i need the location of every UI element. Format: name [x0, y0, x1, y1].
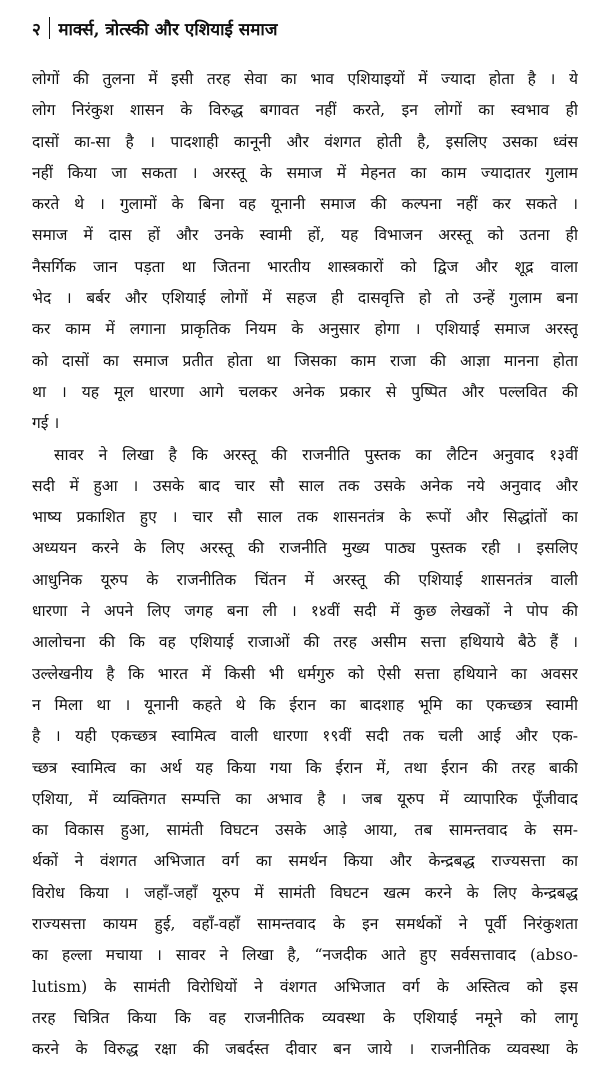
text-line: नहीं किया जा सकता । अरस्तू के समाज में मेहनत का काम ज्यादातर गुलाम — [32, 163, 578, 182]
text-line: न मिला था । यूनानी कहते थे कि ईरान का बादशाह भूमि का एकच्छत्र स्वामी — [32, 695, 578, 714]
text-line: गई । — [32, 414, 60, 433]
text-line: का विकास हुआ, सामंती विघटन उसके आड़े आया, तब सामन्तवाद के सम- — [32, 821, 578, 840]
text-line: लोगों की तुलना में इसी तरह सेवा का भाव एशियाइयों में ज्यादा होता है । ये — [32, 70, 578, 88]
text-line: सावर ने लिखा है कि अरस्तू की राजनीति पुस्तक का लैटिन अनुवाद १३वीं — [54, 445, 578, 464]
text-line: धारणा ने अपने लिए जगह बना ली । १४वीं सदी में कुछ लेखकों ने पोप की — [32, 602, 578, 621]
text-line: सदी में हुआ । उसके बाद चार सौ साल तक उसके अनेक नये अनुवाद और — [32, 476, 578, 495]
text-line: दासों का-सा है । पादशाही कानूनी और वंशगत होती है, इसलिए उसका ध्वंस — [32, 132, 578, 151]
body-text — [32, 64, 578, 1066]
text-line: आलोचना की कि वह एशियाई राजाओं की तरह असीम सत्ता हथियाये बैठे हैं । — [32, 633, 578, 652]
text-line: करते थे । गुलामों के बिना वह यूनानी समाज की कल्पना नहीं कर सकते । — [32, 195, 578, 214]
text-line: र्थकों ने वंशगत अभिजात वर्ग का समर्थन किया और केन्द्रबद्ध राज्यसत्ता का — [32, 852, 578, 871]
paragraph-2 — [32, 440, 578, 1066]
text-line: करने के विरुद्ध रक्षा की जबर्दस्त दीवार बन जाये । राजनीतिक व्यवस्था के — [32, 1040, 578, 1059]
text-line: lutism) के सामंती विरोधियों ने वंशगत अभिजात वर्ग के अस्तित्व को इस — [32, 977, 578, 996]
text-line: आधुनिक यूरुप के राजनीतिक चिंतन में अरस्तू की एशियाई शासनतंत्र वाली — [32, 570, 578, 589]
text-line: उल्लेखनीय है कि भारत में किसी भी धर्मगुरु को ऐसी सत्ता हथियाने का अवसर — [32, 664, 578, 683]
text-line: भाष्य प्रकाशित हुए । चार सौ साल तक शासनतंत्र के रूपों और सिद्धांतों का — [32, 508, 578, 527]
paragraph-1 — [32, 64, 578, 440]
text-line: अध्ययन करने के लिए अरस्तू की राजनीति मुख्य पाठ्य पुस्तक रही । इसलिए — [32, 539, 578, 558]
text-line: को दासों का समाज प्रतीत होता था जिसका काम राजा की आज्ञा मानना होता — [32, 351, 578, 370]
page-number: २ — [32, 19, 41, 40]
header-divider — [49, 17, 51, 39]
text-line: राज्यसत्ता कायम हुई, वहाँ-वहाँ सामन्तवाद के इन समर्थकों ने पूर्वी निरंकुशता — [32, 915, 578, 934]
text-line: एशिया, में व्यक्तिगत सम्पत्ति का अभाव है । जब यूरुप में व्यापारिक पूँजीवाद — [32, 789, 578, 808]
text-line: था । यह मूल धारणा आगे चलकर अनेक प्रकार से पुष्पित और पल्लवित की — [32, 382, 578, 401]
text-line: कर काम में लगाना प्राकृतिक नियम के अनुसार होगा । एशियाई समाज अरस्तू — [32, 320, 578, 339]
text-line: लोग निरंकुश शासन के विरुद्ध बगावत नहीं करते, इन लोगों का स्वभाव ही — [32, 101, 578, 120]
text-line: च्छत्र स्वामित्व का अर्थ यह किया गया कि ईरान में, तथा ईरान की तरह बाकी — [32, 758, 578, 777]
text-line: विरोध किया । जहाँ-जहाँ यूरुप में सामंती विघटन खत्म करने के लिए केन्द्रबद्ध — [32, 883, 578, 902]
text-line: का हल्ला मचाया । सावर ने लिखा है, “नजदीक आते हुए सर्वसत्तावाद (abso- — [32, 946, 578, 965]
text-line: नैसर्गिक जान पड़ता था जितना भारतीय शास्त्रकारों को द्विज और शूद्र वाला — [32, 257, 578, 276]
running-title: मार्क्स, त्रोत्स्की और एशियाई समाज — [58, 19, 278, 40]
text-line: समाज में दास हों और उनके स्वामी हों, यह विभाजन अरस्तू को उतना ही — [32, 226, 578, 245]
text-line: तरह चित्रित किया कि वह राजनीतिक व्यवस्था के एशियाई नमूने को लागू — [32, 1008, 578, 1027]
page-header — [32, 14, 578, 42]
text-line: भेद । बर्बर और एशियाई लोगों में सहज ही दासवृत्ति हो तो उन्हें गुलाम बना — [32, 289, 578, 308]
text-line: है । यही एकच्छत्र स्वामित्व वाली धारणा १९वीं सदी तक चली आई और एक- — [32, 727, 578, 746]
